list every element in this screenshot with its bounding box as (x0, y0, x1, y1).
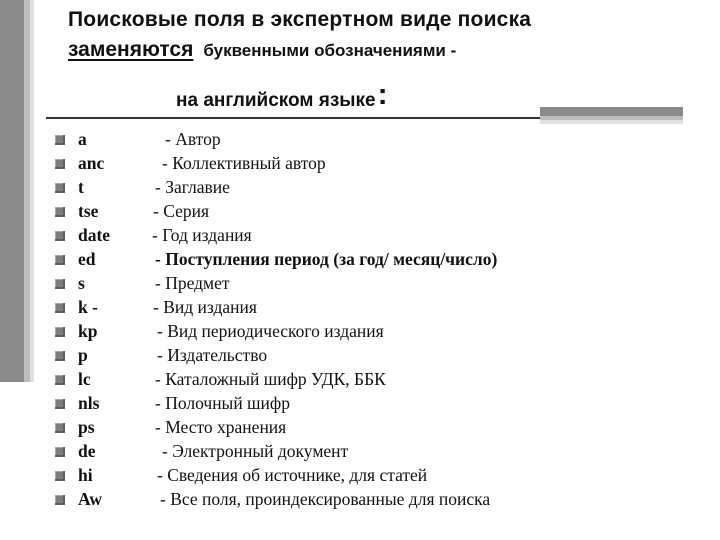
field-description: - Серия (153, 201, 210, 221)
list-item (0, 127, 720, 151)
field-code: de (78, 441, 96, 461)
field-code: Aw (78, 489, 102, 509)
field-description: - Все поля, проиндексированные для поиска (160, 489, 491, 509)
list-item (0, 247, 720, 271)
square-bullet-icon (55, 495, 65, 505)
square-bullet-icon (55, 255, 65, 265)
square-bullet-icon (55, 231, 65, 241)
field-description: - Полочный шифр (155, 393, 290, 413)
title-line-1: Поисковые поля в экспертном виде поиска (68, 8, 532, 31)
square-bullet-icon (55, 279, 65, 289)
list-item (0, 271, 720, 295)
field-code: tse (78, 201, 99, 221)
field-description: - Поступления период (за год/ месяц/число) (155, 249, 498, 269)
field-description: - Коллективный автор (162, 153, 326, 173)
field-description: - Заглавие (155, 177, 230, 197)
list-item (0, 391, 720, 415)
field-description: - Сведения об источнике, для статей (157, 465, 428, 485)
field-code: ed (78, 249, 96, 269)
square-bullet-icon (55, 135, 65, 145)
field-description: - Издательство (157, 345, 268, 365)
title-line-2-rest: буквенными обозначениями - (203, 41, 457, 60)
square-bullet-icon (55, 183, 65, 193)
list-item (0, 295, 720, 319)
list-item (0, 343, 720, 367)
field-description: - Каталожный шифр УДК, ББК (155, 369, 386, 389)
field-code: hi (78, 465, 93, 485)
list-item (0, 151, 720, 175)
list-item (0, 199, 720, 223)
title-line-3-text: на английском языке (176, 90, 376, 111)
field-code: anc (78, 153, 105, 173)
field-description: - Место хранения (155, 417, 287, 437)
field-description: - Вид издания (153, 297, 257, 317)
list-item (0, 439, 720, 463)
square-bullet-icon (55, 399, 65, 409)
field-description: - Электронный документ (162, 441, 349, 461)
square-bullet-icon (55, 375, 65, 385)
field-code: nls (78, 393, 100, 413)
square-bullet-icon (55, 423, 65, 433)
square-bullet-icon (55, 447, 65, 457)
field-code: t (78, 177, 84, 197)
list-item (0, 487, 720, 511)
field-code: lc (78, 369, 91, 389)
square-bullet-icon (55, 207, 65, 217)
field-description: - Автор (165, 129, 221, 149)
square-bullet-icon (55, 303, 65, 313)
list-item (0, 223, 720, 247)
field-code: kp (78, 321, 98, 341)
title-colon: : (377, 78, 388, 111)
field-code: p (78, 345, 88, 365)
field-code: a (78, 129, 87, 149)
list-item (0, 415, 720, 439)
list-item (0, 463, 720, 487)
title-underlined-word: заменяются (68, 38, 194, 61)
list-item (0, 175, 720, 199)
square-bullet-icon (55, 471, 65, 481)
field-description: - Вид периодического издания (157, 321, 384, 341)
list-item (0, 367, 720, 391)
list-item (0, 319, 720, 343)
square-bullet-icon (55, 327, 65, 337)
field-code: ps (78, 417, 95, 437)
square-bullet-icon (55, 351, 65, 361)
field-code: date (78, 225, 111, 245)
field-code: s (78, 273, 85, 293)
field-description: - Предмет (155, 273, 230, 293)
field-code: k - (78, 297, 98, 317)
field-description: - Год издания (152, 225, 252, 245)
square-bullet-icon (55, 159, 65, 169)
